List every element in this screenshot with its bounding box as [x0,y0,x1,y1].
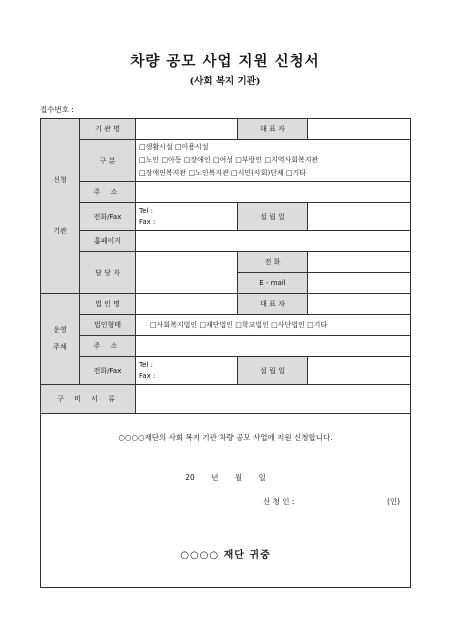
seal-label: (인) [387,497,401,506]
section-applicant-org [41,119,80,294]
corp-representative-label: 대 표 자 [238,294,308,315]
corp-fax-label: Fax : [139,371,156,380]
corp-representative-field[interactable] [308,294,411,315]
corp-type-label: 법인형태 [80,315,136,336]
org-representative-field[interactable] [308,119,411,140]
target-options-row-2[interactable]: □장애인복지관 □노인복지관 □시민(사회)단체 □기타 [139,169,307,177]
org-fax-label: Fax : [139,217,156,226]
declaration-text: ○○○○재단의 사회 복지 기관 차량 공모 사업에 지원 신청합니다. [118,433,333,442]
homepage-field[interactable] [136,231,411,252]
section-applicant-label-1: 신청 [53,176,67,185]
org-phone-fax-field[interactable] [136,203,238,231]
corp-tel-label: Tel : [139,360,153,369]
section-operator [41,294,80,385]
manager-field[interactable] [136,252,238,294]
corp-address-field[interactable] [136,336,411,357]
section-applicant-label-2: 기관 [53,226,67,235]
section-operator-label-1: 운영 [53,326,67,335]
corp-name-label: 법 인 명 [80,294,136,315]
target-options-row-1[interactable]: □노인 □아동 □장애인 □여성 □부랑인 □지역사회복지관 [139,156,319,164]
org-phone-fax-label: 전화/Fax [80,203,136,231]
org-tel-label: Tel : [139,206,153,215]
documents-label: 구 비 서 류 [41,385,136,414]
org-established-field[interactable] [308,203,411,231]
corp-established-label: 설 립 일 [238,357,308,385]
documents-field[interactable] [136,385,411,414]
org-name-label: 기 관 명 [80,119,136,140]
manager-phone-label: 전 화 [238,252,308,273]
category-options[interactable] [136,140,411,182]
org-address-field[interactable] [136,182,411,203]
corp-established-field[interactable] [308,357,411,385]
corp-address-label: 주 소 [80,336,136,357]
corp-type-options[interactable]: □사회복지법인 □재단법인 □학교법인 □사단법인 □기타 [136,315,411,336]
application-table [40,118,411,588]
declaration-block [41,414,411,588]
manager-phone-field[interactable] [308,252,411,273]
corp-phone-fax-field[interactable] [136,357,238,385]
section-operator-label-2: 주체 [53,343,67,351]
org-established-label: 설 립 일 [238,203,308,231]
receipt-number-label: 접수번호 : [40,105,74,114]
facility-type-options[interactable]: □생활시설 □이용시설 [139,143,209,151]
declaration-wrap [41,414,410,587]
manager-label: 담 당 자 [80,252,136,294]
org-representative-label: 대 표 자 [238,119,308,140]
corp-phone-fax-label: 전화/Fax [80,357,136,385]
category-label: 구 분 [80,140,136,182]
corp-name-field[interactable] [136,294,238,315]
form-subtitle: (사회 복지 기관) [189,76,261,87]
manager-email-label: E - mail [238,273,308,294]
form-title: 차량 공모 사업 지원 신청서 [130,53,320,70]
org-name-field[interactable] [136,119,238,140]
foundation-addressee: ○○○○ 재단 귀중 [180,550,271,561]
date-line: 20 년 월 일 [185,473,266,482]
org-address-label: 주 소 [80,182,136,203]
manager-email-field[interactable] [308,273,411,294]
homepage-label: 홈페이지 [80,231,136,252]
applicant-label: 신 청 인 : [263,497,295,506]
